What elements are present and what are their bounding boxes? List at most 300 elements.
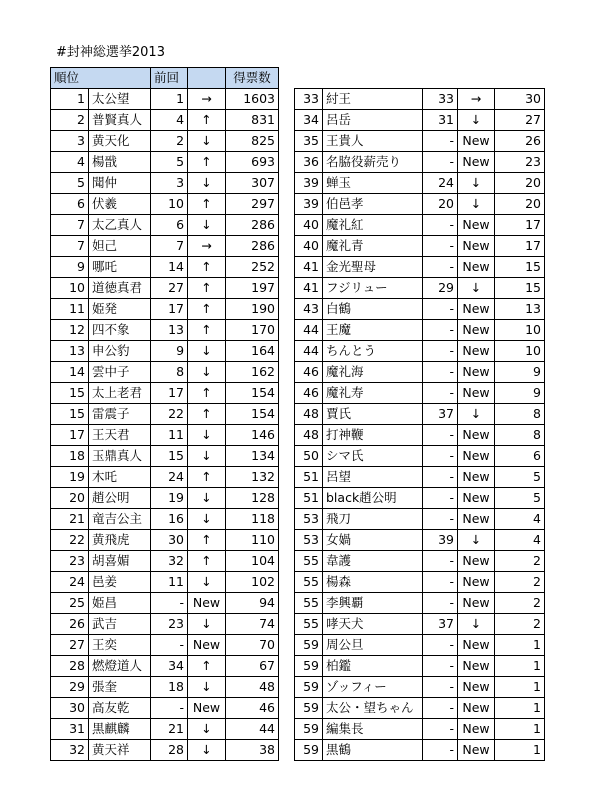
change-cell: ↑ [188, 110, 226, 131]
name-cell: 飛刀 [323, 509, 423, 530]
table-row [51, 89, 279, 110]
table-row [51, 320, 279, 341]
table-row [51, 656, 279, 677]
table-row [51, 131, 279, 152]
table-row [51, 677, 279, 698]
name-cell: 道徳真君 [89, 278, 151, 299]
table-row [295, 467, 545, 488]
prev-rank-cell: 37 [423, 614, 458, 635]
name-cell: 賈氏 [323, 404, 423, 425]
votes-cell: 48 [226, 677, 279, 698]
prev-rank-cell: 39 [423, 530, 458, 551]
rank-cell: 35 [295, 131, 323, 152]
change-cell: New [458, 131, 495, 152]
table-row [295, 677, 545, 698]
prev-rank-cell: 1 [151, 89, 188, 110]
prev-rank-cell: 11 [151, 572, 188, 593]
prev-rank-cell: - [423, 299, 458, 320]
prev-rank-cell: - [423, 677, 458, 698]
table-row [51, 509, 279, 530]
rank-cell: 12 [51, 320, 89, 341]
name-cell: 楊森 [323, 572, 423, 593]
votes-cell: 164 [226, 341, 279, 362]
name-cell: 木吒 [89, 467, 151, 488]
votes-cell: 6 [495, 446, 545, 467]
name-cell: 申公豹 [89, 341, 151, 362]
table-row [295, 215, 545, 236]
votes-cell: 1 [495, 656, 545, 677]
name-cell: 武吉 [89, 614, 151, 635]
rank-cell: 18 [51, 446, 89, 467]
change-cell: ↓ [188, 341, 226, 362]
votes-cell: 1 [495, 677, 545, 698]
prev-rank-cell: 11 [151, 425, 188, 446]
name-cell: 魔礼紅 [323, 215, 423, 236]
change-cell: New [458, 383, 495, 404]
rank-cell: 3 [51, 131, 89, 152]
votes-cell: 693 [226, 152, 279, 173]
votes-cell: 307 [226, 173, 279, 194]
rank-cell: 55 [295, 614, 323, 635]
rank-cell: 10 [51, 278, 89, 299]
change-cell: ↓ [188, 488, 226, 509]
rank-cell: 53 [295, 509, 323, 530]
name-cell: 王魔 [323, 320, 423, 341]
rank-cell: 51 [295, 488, 323, 509]
name-cell: フジリュー [323, 278, 423, 299]
table-row [51, 383, 279, 404]
name-cell: 紂王 [323, 89, 423, 110]
rank-cell: 40 [295, 236, 323, 257]
table-row [51, 614, 279, 635]
table-row [295, 404, 545, 425]
rank-cell: 19 [51, 467, 89, 488]
rank-cell: 31 [51, 719, 89, 740]
table-row [295, 89, 545, 110]
header-prev: 前回 [151, 68, 188, 89]
rank-cell: 41 [295, 257, 323, 278]
votes-cell: 17 [495, 215, 545, 236]
name-cell: シマ氏 [323, 446, 423, 467]
prev-rank-cell: 34 [151, 656, 188, 677]
table-row [51, 572, 279, 593]
votes-cell: 134 [226, 446, 279, 467]
table-row [51, 194, 279, 215]
rank-cell: 39 [295, 194, 323, 215]
prev-rank-cell: - [423, 572, 458, 593]
votes-cell: 1 [495, 698, 545, 719]
votes-cell: 286 [226, 215, 279, 236]
header-rank: 順位 [51, 68, 151, 89]
name-cell: 名脇役薪売り [323, 152, 423, 173]
change-cell: ↑ [188, 257, 226, 278]
votes-cell: 20 [495, 194, 545, 215]
name-cell: 高友乾 [89, 698, 151, 719]
name-cell: 姫発 [89, 299, 151, 320]
rank-cell: 55 [295, 551, 323, 572]
table-row [295, 530, 545, 551]
prev-rank-cell: 30 [151, 530, 188, 551]
prev-rank-cell: - [423, 383, 458, 404]
name-cell: 伯邑孝 [323, 194, 423, 215]
votes-cell: 146 [226, 425, 279, 446]
prev-rank-cell: 28 [151, 740, 188, 761]
change-cell: New [458, 341, 495, 362]
prev-rank-cell: - [423, 446, 458, 467]
prev-rank-cell: 23 [151, 614, 188, 635]
votes-cell: 190 [226, 299, 279, 320]
votes-cell: 118 [226, 509, 279, 530]
rank-cell: 15 [51, 404, 89, 425]
name-cell: 雲中子 [89, 362, 151, 383]
votes-cell: 2 [495, 593, 545, 614]
table-row [295, 656, 545, 677]
votes-cell: 102 [226, 572, 279, 593]
prev-rank-cell: - [423, 635, 458, 656]
prev-rank-cell: 2 [151, 131, 188, 152]
header-change [188, 68, 226, 89]
name-cell: 哪吒 [89, 257, 151, 278]
rank-cell: 36 [295, 152, 323, 173]
rank-cell: 55 [295, 593, 323, 614]
change-cell: ↓ [188, 740, 226, 761]
prev-rank-cell: 20 [423, 194, 458, 215]
change-cell: New [188, 635, 226, 656]
table-header-row [51, 68, 279, 89]
prev-rank-cell: 8 [151, 362, 188, 383]
prev-rank-cell: 32 [151, 551, 188, 572]
prev-rank-cell: - [423, 362, 458, 383]
rank-cell: 2 [51, 110, 89, 131]
table-row [295, 362, 545, 383]
change-cell: New [458, 509, 495, 530]
table-row [295, 446, 545, 467]
rank-cell: 9 [51, 257, 89, 278]
change-cell: New [458, 698, 495, 719]
table-row [51, 215, 279, 236]
table-row [295, 509, 545, 530]
rank-cell: 7 [51, 236, 89, 257]
table-row [51, 719, 279, 740]
name-cell: 魔礼青 [323, 236, 423, 257]
name-cell: 玉鼎真人 [89, 446, 151, 467]
table-row [295, 614, 545, 635]
name-cell: 黒鶴 [323, 740, 423, 761]
change-cell: ↑ [188, 320, 226, 341]
name-cell: 王天君 [89, 425, 151, 446]
votes-cell: 26 [495, 131, 545, 152]
table-row [51, 551, 279, 572]
prev-rank-cell: 31 [423, 110, 458, 131]
prev-rank-cell: 27 [151, 278, 188, 299]
change-cell: ↓ [458, 404, 495, 425]
prev-rank-cell: - [423, 131, 458, 152]
change-cell: ↑ [188, 530, 226, 551]
table-row [295, 257, 545, 278]
prev-rank-cell: 3 [151, 173, 188, 194]
rank-cell: 17 [51, 425, 89, 446]
prev-rank-cell: - [423, 320, 458, 341]
name-cell: 白鶴 [323, 299, 423, 320]
prev-rank-cell: 15 [151, 446, 188, 467]
change-cell: ↓ [188, 719, 226, 740]
rank-cell: 46 [295, 362, 323, 383]
prev-rank-cell: 5 [151, 152, 188, 173]
name-cell: 雷震子 [89, 404, 151, 425]
prev-rank-cell: 16 [151, 509, 188, 530]
name-cell: 金光聖母 [323, 257, 423, 278]
votes-cell: 8 [495, 404, 545, 425]
change-cell: ↑ [188, 152, 226, 173]
change-cell: ↑ [188, 299, 226, 320]
votes-cell: 17 [495, 236, 545, 257]
change-cell: New [458, 299, 495, 320]
votes-cell: 110 [226, 530, 279, 551]
rank-cell: 28 [51, 656, 89, 677]
table-row [51, 740, 279, 761]
votes-cell: 831 [226, 110, 279, 131]
votes-cell: 13 [495, 299, 545, 320]
prev-rank-cell: 37 [423, 404, 458, 425]
votes-cell: 2 [495, 572, 545, 593]
name-cell: ゾッフィー [323, 677, 423, 698]
change-cell: ↓ [458, 173, 495, 194]
rank-cell: 30 [51, 698, 89, 719]
rank-cell: 59 [295, 740, 323, 761]
table-row [295, 635, 545, 656]
prev-rank-cell: - [423, 215, 458, 236]
votes-cell: 5 [495, 488, 545, 509]
rank-cell: 4 [51, 152, 89, 173]
name-cell: 太上老君 [89, 383, 151, 404]
prev-rank-cell: - [423, 467, 458, 488]
change-cell: ↓ [458, 110, 495, 131]
rank-cell: 48 [295, 425, 323, 446]
name-cell: 黄天祥 [89, 740, 151, 761]
table-row [295, 341, 545, 362]
prev-rank-cell: 19 [151, 488, 188, 509]
prev-rank-cell: - [423, 719, 458, 740]
name-cell: 呂望 [323, 467, 423, 488]
table-row [51, 467, 279, 488]
name-cell: 哮天犬 [323, 614, 423, 635]
table-row [51, 152, 279, 173]
rank-cell: 1 [51, 89, 89, 110]
change-cell: ↓ [188, 614, 226, 635]
name-cell: 太公望 [89, 89, 151, 110]
name-cell: 女媧 [323, 530, 423, 551]
votes-cell: 197 [226, 278, 279, 299]
name-cell: 姫昌 [89, 593, 151, 614]
change-cell: ↓ [458, 278, 495, 299]
change-cell: ↑ [188, 194, 226, 215]
table-row [51, 341, 279, 362]
name-cell: 聞仲 [89, 173, 151, 194]
table-row [51, 635, 279, 656]
rank-cell: 13 [51, 341, 89, 362]
name-cell: 周公旦 [323, 635, 423, 656]
prev-rank-cell: - [423, 488, 458, 509]
rank-cell: 34 [295, 110, 323, 131]
name-cell: 黒麒麟 [89, 719, 151, 740]
rank-cell: 25 [51, 593, 89, 614]
name-cell: 王奕 [89, 635, 151, 656]
prev-rank-cell: 22 [151, 404, 188, 425]
name-cell: 太乙真人 [89, 215, 151, 236]
votes-cell: 1603 [226, 89, 279, 110]
table-row [295, 698, 545, 719]
table-row [51, 404, 279, 425]
name-cell: black趙公明 [323, 488, 423, 509]
name-cell: 太公・望ちゃん [323, 698, 423, 719]
change-cell: → [188, 236, 226, 257]
table-row [51, 488, 279, 509]
name-cell: 韋護 [323, 551, 423, 572]
prev-rank-cell: - [151, 635, 188, 656]
table-row [51, 257, 279, 278]
rank-cell: 59 [295, 656, 323, 677]
prev-rank-cell: 6 [151, 215, 188, 236]
change-cell: New [188, 698, 226, 719]
rank-cell: 53 [295, 530, 323, 551]
prev-rank-cell: - [423, 341, 458, 362]
table-row [51, 593, 279, 614]
header-votes: 得票数 [226, 68, 279, 89]
name-cell: 李興覇 [323, 593, 423, 614]
votes-cell: 132 [226, 467, 279, 488]
change-cell: New [458, 446, 495, 467]
rank-cell: 40 [295, 215, 323, 236]
table-row [51, 278, 279, 299]
table-row [295, 173, 545, 194]
votes-cell: 10 [495, 320, 545, 341]
table-row [295, 320, 545, 341]
rank-cell: 59 [295, 698, 323, 719]
table-row [51, 299, 279, 320]
ranking-table-left [50, 67, 279, 761]
prev-rank-cell: - [423, 551, 458, 572]
name-cell: 蝉玉 [323, 173, 423, 194]
change-cell: New [458, 593, 495, 614]
votes-cell: 128 [226, 488, 279, 509]
prev-rank-cell: 17 [151, 383, 188, 404]
change-cell: → [458, 89, 495, 110]
table-row [295, 719, 545, 740]
table-row [295, 299, 545, 320]
prev-rank-cell: 18 [151, 677, 188, 698]
votes-cell: 67 [226, 656, 279, 677]
name-cell: 四不象 [89, 320, 151, 341]
votes-cell: 5 [495, 467, 545, 488]
votes-cell: 252 [226, 257, 279, 278]
change-cell: ↑ [188, 551, 226, 572]
rank-cell: 24 [51, 572, 89, 593]
rank-cell: 50 [295, 446, 323, 467]
votes-cell: 44 [226, 719, 279, 740]
prev-rank-cell: 13 [151, 320, 188, 341]
votes-cell: 104 [226, 551, 279, 572]
votes-cell: 297 [226, 194, 279, 215]
name-cell: 妲己 [89, 236, 151, 257]
change-cell: ↓ [188, 362, 226, 383]
change-cell: New [458, 488, 495, 509]
table-row [295, 551, 545, 572]
rank-cell: 48 [295, 404, 323, 425]
votes-cell: 15 [495, 278, 545, 299]
votes-cell: 8 [495, 425, 545, 446]
change-cell: ↑ [188, 656, 226, 677]
name-cell: 普賢真人 [89, 110, 151, 131]
table-row [295, 488, 545, 509]
name-cell: 編集長 [323, 719, 423, 740]
rank-cell: 51 [295, 467, 323, 488]
rank-cell: 41 [295, 278, 323, 299]
change-cell: New [458, 362, 495, 383]
rank-cell: 44 [295, 320, 323, 341]
change-cell: ↓ [458, 194, 495, 215]
votes-cell: 94 [226, 593, 279, 614]
change-cell: ↑ [188, 383, 226, 404]
table-row [295, 740, 545, 761]
prev-rank-cell: 10 [151, 194, 188, 215]
change-cell: ↓ [188, 425, 226, 446]
prev-rank-cell: 14 [151, 257, 188, 278]
change-cell: ↓ [458, 614, 495, 635]
change-cell: New [458, 236, 495, 257]
votes-cell: 10 [495, 341, 545, 362]
table-row [51, 173, 279, 194]
name-cell: 燃燈道人 [89, 656, 151, 677]
change-cell: ↓ [188, 173, 226, 194]
change-cell: ↑ [188, 404, 226, 425]
name-cell: 伏羲 [89, 194, 151, 215]
change-cell: New [458, 152, 495, 173]
table-row [51, 446, 279, 467]
prev-rank-cell: 17 [151, 299, 188, 320]
prev-rank-cell: 24 [423, 173, 458, 194]
table-row [51, 236, 279, 257]
votes-cell: 1 [495, 740, 545, 761]
table-row [295, 152, 545, 173]
name-cell: 呂岳 [323, 110, 423, 131]
table-row [295, 131, 545, 152]
name-cell: 魔礼寿 [323, 383, 423, 404]
rank-cell: 59 [295, 719, 323, 740]
votes-cell: 154 [226, 404, 279, 425]
prev-rank-cell: - [151, 593, 188, 614]
votes-cell: 2 [495, 551, 545, 572]
rank-cell: 33 [295, 89, 323, 110]
prev-rank-cell: 21 [151, 719, 188, 740]
prev-rank-cell: - [423, 698, 458, 719]
ranking-table-right [294, 88, 545, 761]
votes-cell: 1 [495, 719, 545, 740]
change-cell: New [458, 572, 495, 593]
prev-rank-cell: 24 [151, 467, 188, 488]
change-cell: New [458, 257, 495, 278]
name-cell: 張奎 [89, 677, 151, 698]
change-cell: ↓ [188, 572, 226, 593]
table-row [51, 530, 279, 551]
votes-cell: 46 [226, 698, 279, 719]
rank-cell: 22 [51, 530, 89, 551]
rank-cell: 7 [51, 215, 89, 236]
votes-cell: 2 [495, 614, 545, 635]
rank-cell: 20 [51, 488, 89, 509]
table-row [295, 278, 545, 299]
rank-cell: 32 [51, 740, 89, 761]
name-cell: 魔礼海 [323, 362, 423, 383]
